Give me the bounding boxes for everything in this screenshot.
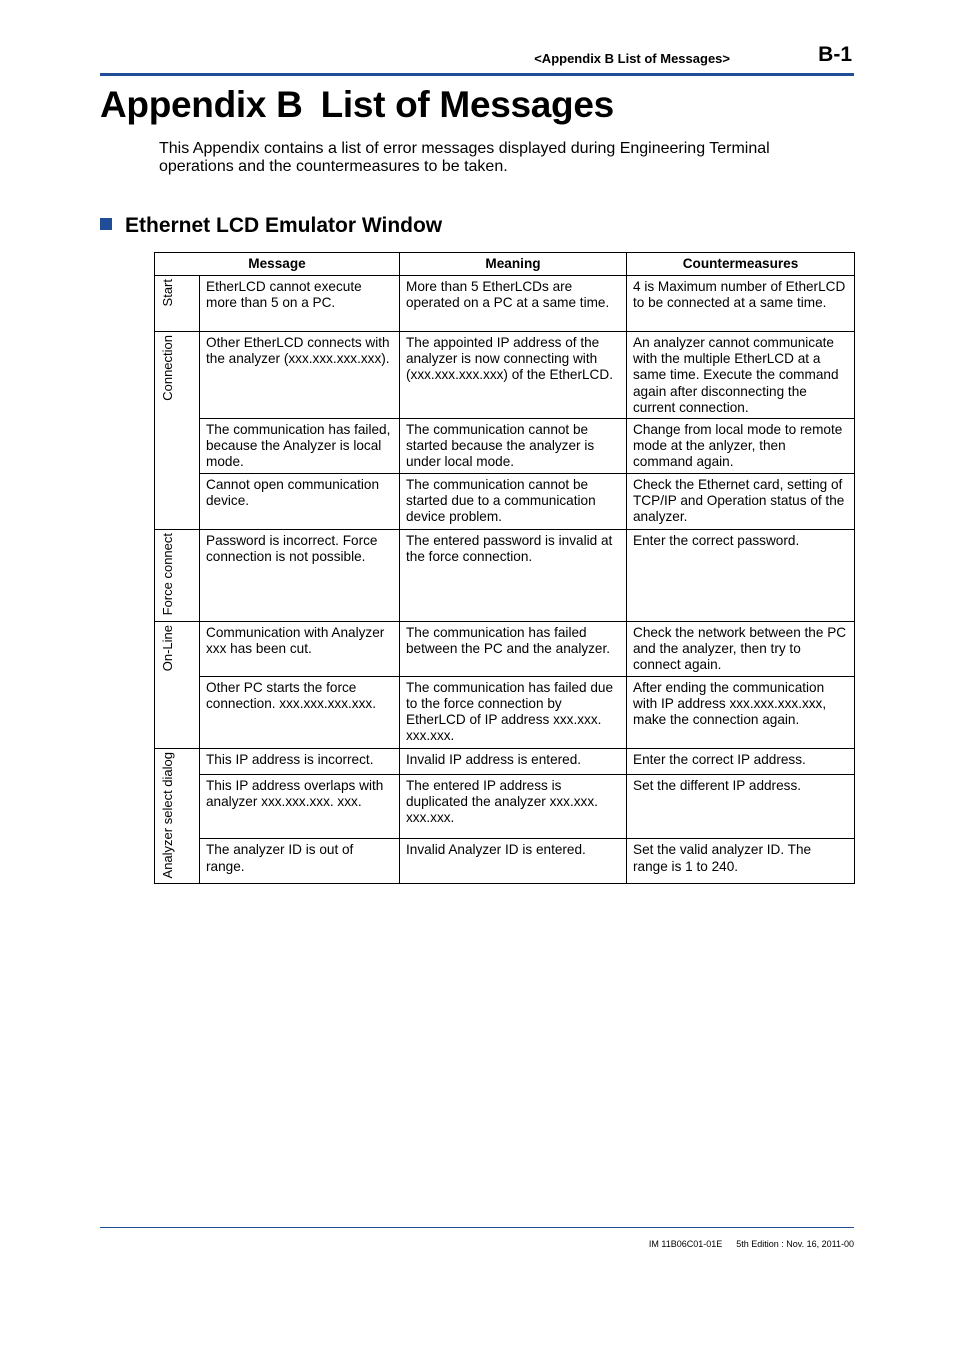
meaning-cell: The communication has failed due to the force connection by EtherLCD of IP address xxx.xxx. xxx.xxx.: [400, 676, 627, 748]
header-rule: [100, 73, 854, 76]
message-cell: Password is incorrect. Force connection is not possible.: [200, 530, 400, 622]
message-cell: Other PC starts the force connection. xxx.xxx.xxx.xxx.: [200, 676, 400, 748]
message-cell: This IP address is incorrect.: [200, 748, 400, 774]
group-label-connection: Connection: [155, 332, 200, 530]
group-label-force-connect: Force connect: [155, 530, 200, 622]
message-cell: The analyzer ID is out of range.: [200, 839, 400, 884]
meaning-cell: Invalid IP address is entered.: [400, 748, 627, 774]
meaning-cell: The appointed IP address of the analyzer is now connecting with (xxx.xxx.xxx.xxx) of the EtherLCD.: [400, 332, 627, 419]
countermeasure-cell: Change from local mode to remote mode at the anlyzer, then command again.: [627, 419, 855, 474]
square-bullet-icon: [100, 218, 112, 230]
document-id: IM 11B06C01-01E: [648, 1239, 723, 1249]
countermeasure-cell: Enter the correct IP address.: [627, 748, 855, 774]
column-header-countermeasures: Countermeasures: [627, 253, 855, 276]
meaning-cell: The entered password is invalid at the force connection.: [400, 530, 627, 622]
table-row: [155, 474, 855, 530]
section-heading-text: Ethernet LCD Emulator Window: [125, 214, 443, 237]
table-row: [155, 332, 855, 419]
table-row: [155, 530, 855, 622]
meaning-cell: The communication has failed between the PC and the analyzer.: [400, 621, 627, 676]
group-label-on-line: On-Line: [155, 621, 200, 748]
meaning-cell: Invalid Analyzer ID is entered.: [400, 839, 627, 884]
message-cell: Cannot open communication device.: [200, 474, 400, 530]
message-cell: EtherLCD cannot execute more than 5 on a PC.: [200, 276, 400, 332]
message-cell: This IP address overlaps with analyzer xxx.xxx.xxx. xxx.: [200, 775, 400, 839]
running-header: [100, 43, 854, 70]
table-row: [155, 775, 855, 839]
table-row: [155, 621, 855, 676]
group-label-analyzer-select-dialog: Analyzer select dialog: [155, 748, 200, 884]
messages-table: [154, 252, 855, 884]
column-header-message: Message: [155, 253, 400, 276]
meaning-cell: The communication cannot be started due to a communication device problem.: [400, 474, 627, 530]
group-label-start: Start: [155, 276, 200, 332]
countermeasure-cell: Enter the correct password.: [627, 530, 855, 622]
edition-date: 5th Edition : Nov. 16, 2011-00: [736, 1239, 854, 1249]
table-header-row: [155, 253, 855, 276]
message-cell: Communication with Analyzer xxx has been cut.: [200, 621, 400, 676]
page-title-text: List of Messages: [320, 84, 614, 125]
footer: [649, 1239, 854, 1249]
countermeasure-cell: After ending the communication with IP address xxx.xxx.xxx.xxx, make the connection again.: [627, 676, 855, 748]
countermeasure-cell: 4 is Maximum number of EtherLCD to be connected at a same time.: [627, 276, 855, 332]
meaning-cell: The entered IP address is duplicated the analyzer xxx.xxx. xxx.xxx.: [400, 775, 627, 839]
running-header-title: <Appendix B List of Messages>: [534, 51, 730, 66]
message-cell: The communication has failed, because the Analyzer is local mode.: [200, 419, 400, 474]
column-header-meaning: Meaning: [400, 253, 627, 276]
table-row: [155, 839, 855, 884]
countermeasure-cell: Check the network between the PC and the analyzer, then try to connect again.: [627, 621, 855, 676]
meaning-cell: The communication cannot be started because the analyzer is under local mode.: [400, 419, 627, 474]
countermeasure-cell: Set the valid analyzer ID. The range is 1 to 240.: [627, 839, 855, 884]
section-heading: [100, 214, 442, 238]
page-number: B-1: [818, 43, 852, 66]
footer-rule: [100, 1227, 854, 1228]
intro-paragraph: This Appendix contains a list of error messages displayed during Engineering Terminal operations and the countermeasures to be taken.: [159, 140, 770, 175]
table-row: [155, 748, 855, 774]
meaning-cell: More than 5 EtherLCDs are operated on a PC at a same time.: [400, 276, 627, 332]
page-title-prefix: Appendix B: [100, 84, 303, 125]
table-row: [155, 419, 855, 474]
countermeasure-cell: An analyzer cannot communicate with the multiple EtherLCD at a same time. Execute the command again after disconnecting the current connection.: [627, 332, 855, 419]
countermeasure-cell: Set the different IP address.: [627, 775, 855, 839]
table-row: [155, 276, 855, 332]
countermeasure-cell: Check the Ethernet card, setting of TCP/IP and Operation status of the analyzer.: [627, 474, 855, 530]
message-cell: Other EtherLCD connects with the analyzer (xxx.xxx.xxx.xxx).: [200, 332, 400, 419]
page-title: [100, 84, 614, 126]
table-row: [155, 676, 855, 748]
